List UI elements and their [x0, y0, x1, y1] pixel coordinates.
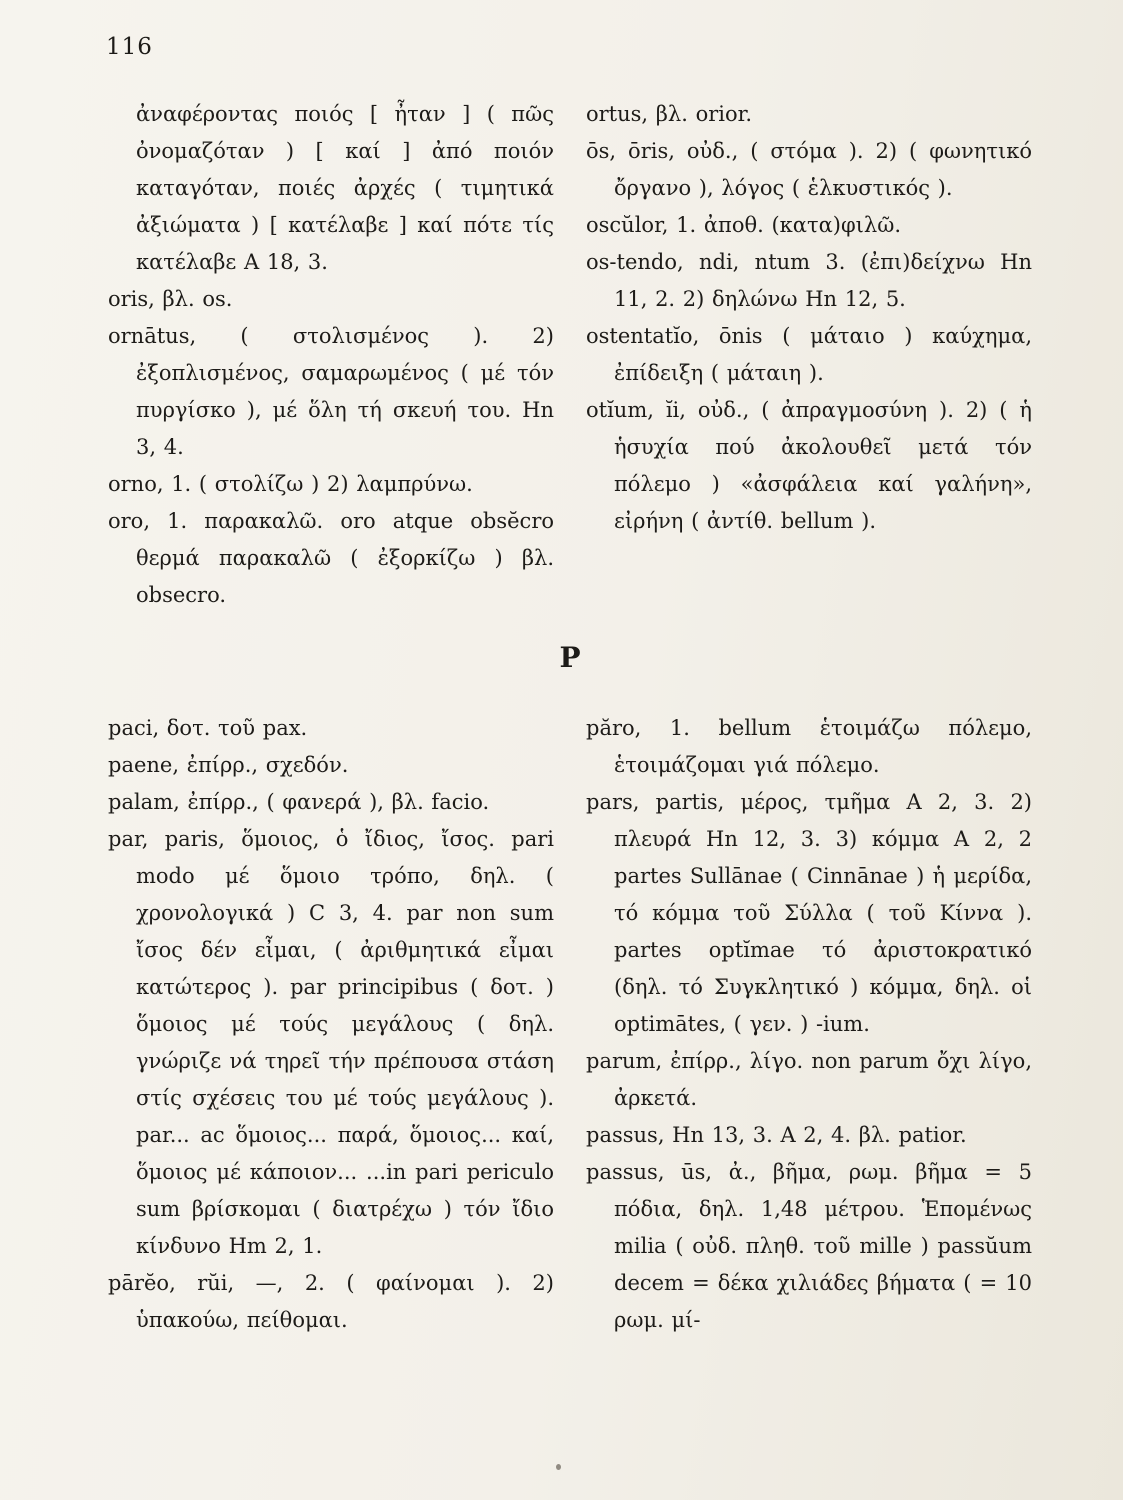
- entry-orno: orno, 1. ( στολίζω ) 2) λαμπρύνω.: [108, 472, 473, 496]
- entry-os: ōs, ōris, οὐδ., ( στόμα ). 2) ( φωνητικό ὄργανο ), λόγος ( ἑλκυστικός ).: [586, 139, 1032, 200]
- stray-mark-dot: [556, 1464, 561, 1470]
- entry-parum: parum, ἐπίρρ., λίγο. non parum ὄχι λίγο, ἀρκετά.: [586, 1049, 1032, 1110]
- top-left-column: [108, 96, 554, 614]
- entry-ornatus: ornātus, ( στολισμένος ). 2) ἐξοπλισμένος, σαμαρωμένος ( μέ τόν πυργίσκο ), μέ ὅλη τή σκευή του. Hn 3, 4.: [108, 324, 554, 459]
- entry-pars: pars, partis, μέρος, τμῆμα Α 2, 3. 2) πλευρά Hn 12, 3. 3) κόμμα Α 2, 2 partes Sullānae ( Cinnānae ) ἡ μερίδα, τό κόμμα τοῦ Σύλλα ( τοῦ Κίννα ). partes optĭmae τό ἀριστοκρατικό (δηλ. τό Συγκλητικό ) κόμμα, δηλ. οἱ optimātes, ( γεν. ) -ium.: [586, 790, 1032, 1036]
- entry-par: par, paris, ὅμοιος, ὁ ἴδιος, ἴσος. pari modo μέ ὅμοιο τρόπο, δηλ. ( χρονολογικά ) C 3, 4. par non sum ἴσος δέν εἶμαι, ( ἀριθμητικά εἶμαι κατώτερος ). par principibus ( δοτ. ) ὅμοιος μέ τούς μεγάλους ( δηλ. γνώριζε νά τηρεῖ τήν πρέπουσα στάση στίς σχέσεις του μέ τούς μεγάλους ). par... ac ὅμοιος... παρά, ὅμοιος... καί, ὅμοιος μέ κάποιον... ...in pari periculo sum βρίσκομαι ( διατρέχω ) τόν ἴδιο κίνδυνο Hm 2, 1.: [108, 827, 554, 1258]
- entry-paro: păro, 1. bellum ἑτοιμάζω πόλεμο, ἑτοιμάζομαι γιά πόλεμο.: [586, 716, 1032, 777]
- entry-ostentatio: ostentatĭo, ōnis ( μάταιο ) καύχημα, ἐπίδειξη ( μάταιη ).: [586, 324, 1032, 385]
- entry-otium: otĭum, ĭi, οὐδ., ( ἀπραγμοσύνη ). 2) ( ἡ ἡσυχία πού ἀκολουθεῖ μετά τόν πόλεμο ) «ἀσφάλεια καί γαλήνη», εἰρήνη ( ἀντίθ. bellum ).: [586, 398, 1032, 533]
- entry-oro: oro, 1. παρακαλῶ. oro atque obsĕcro θερμά παρακαλῶ ( ἐξορκίζω ) βλ. obsecro.: [108, 509, 554, 607]
- section-letter-heading: P: [559, 641, 581, 674]
- entry-oris: oris, βλ. os.: [108, 287, 233, 311]
- page-content: [108, 96, 1032, 1339]
- entry-ostendo: os-tendo, ndi, ntum 3. (ἐπι)δείχνω Hn 11, 2. 2) δηλώνω Hn 12, 5.: [586, 250, 1032, 311]
- bottom-section: [108, 710, 1032, 1339]
- entry-ortus: ortus, βλ. orior.: [586, 102, 753, 126]
- entry-pareo: pārĕo, rŭi, —, 2. ( φαίνομαι ). 2) ὑπακούω, πείθομαι.: [108, 1271, 554, 1332]
- entry-osculor: oscŭlor, 1. ἀποθ. (κατα)φιλῶ.: [586, 213, 902, 237]
- entry-palam: palam, ἐπίρρ., ( φανερά ), βλ. facio.: [108, 790, 490, 814]
- page-number: 116: [106, 34, 153, 60]
- top-right-column: [586, 96, 1032, 540]
- top-section: [108, 96, 1032, 614]
- entry-passus-2: passus, ūs, ἀ., βῆμα, ρωμ. βῆμα = 5 πόδια, δηλ. 1,48 μέτρου. Ἑπομένως milia ( οὐδ. πληθ. τοῦ mille ) passŭum decem = δέκα χιλιάδες βήματα ( = 10 ρωμ. μί-: [586, 1160, 1032, 1332]
- entry-paene: paene, ἐπίρρ., σχεδόν.: [108, 753, 349, 777]
- entry-passus-1: passus, Hn 13, 3. Α 2, 4. βλ. patior.: [586, 1123, 967, 1147]
- entry-paci: paci, δοτ. τοῦ pax.: [108, 716, 308, 740]
- bottom-right-column: [586, 710, 1032, 1339]
- bottom-left-column: [108, 710, 554, 1339]
- entry-continuation: ἀναφέροντας ποιός [ ἦταν ] ( πῶς ὀνομαζόταν ) [ καί ] ἀπό ποιόν καταγόταν, ποιές ἀρχές ( τιμητικά ἀξιώματα ) [ κατέλαβε ] καί πότε τίς κατέλαβε Α 18, 3.: [136, 102, 554, 274]
